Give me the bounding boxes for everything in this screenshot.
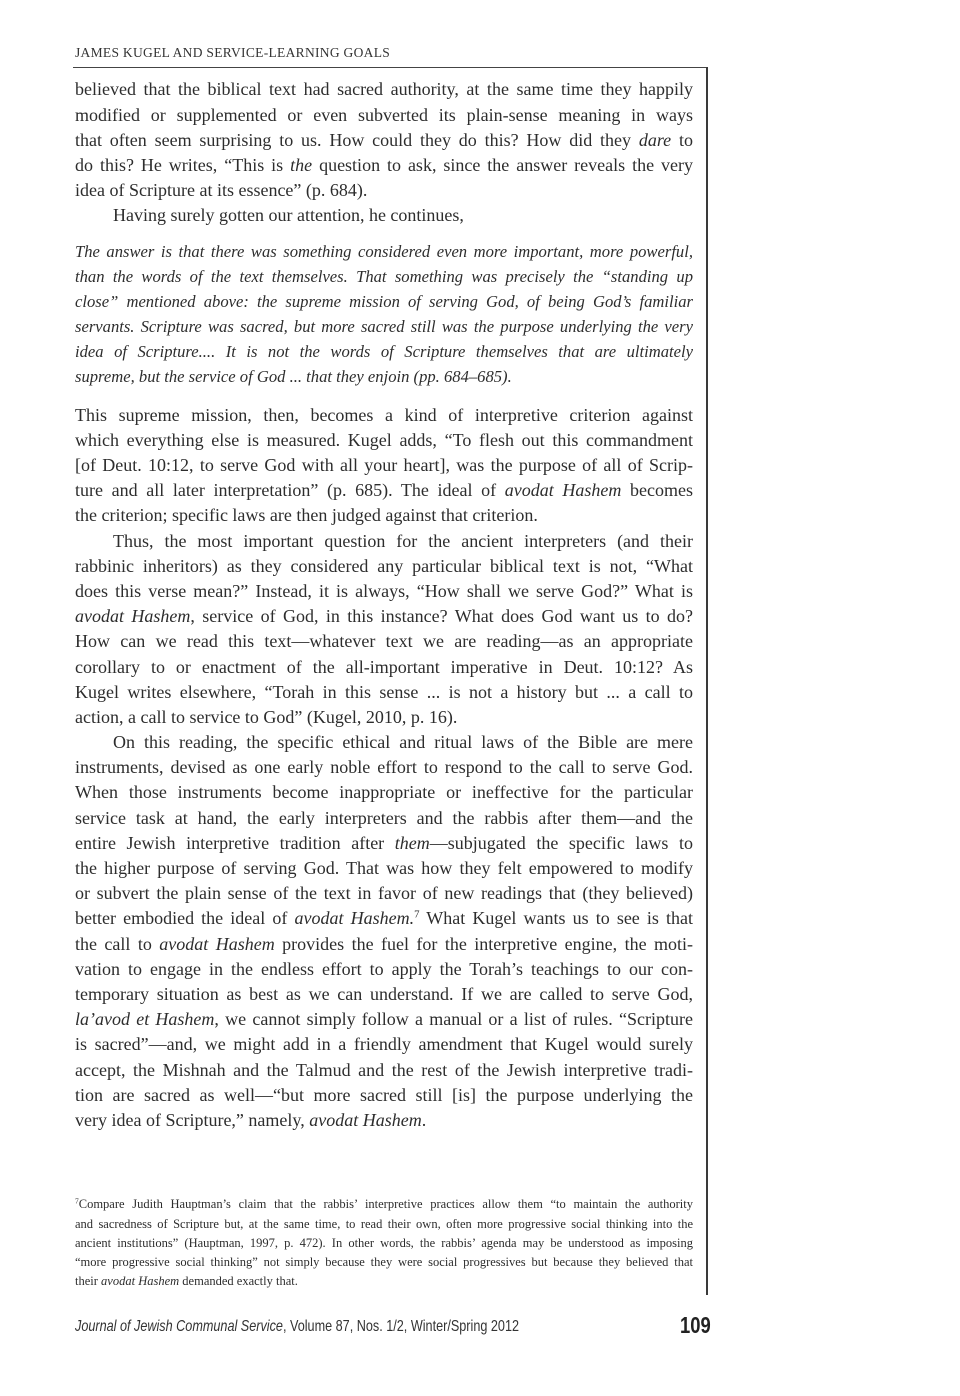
text-line: the higher purpose of serving God. That was how they felt empowered to modify <box>75 858 693 879</box>
text-line: modified or supplemented or even subverted its plain-sense meaning in ways <box>75 104 693 125</box>
text-line: corollary to or enactment of the all-important imperative in Deut. 10:12? As <box>75 656 693 677</box>
text-line: accept, the Mishnah and the Talmud and the rest of the Jewish interpretive tradi- <box>75 1059 693 1080</box>
paragraph <box>75 77 693 203</box>
paragraph <box>75 730 693 1133</box>
paragraph <box>75 529 693 731</box>
footnote-line: “more progressive social thinking” not simply because they were social progressives but because they believed that <box>75 1254 693 1269</box>
emphasis: avodat Hashem <box>159 933 275 954</box>
header-rule <box>73 67 708 68</box>
text-segment: becomes <box>621 480 693 501</box>
text-line: servants. Scripture was sacred, but more sacred still was the purpose underlying the very <box>75 317 693 337</box>
text-line: [of Deut. 10:12, to serve God with all your heart], was the purpose of all of Scrip- <box>75 455 693 476</box>
emphasis: avodat Hashem <box>101 1274 180 1289</box>
text-line: Thus, the most important question for the ancient interpreters (and their <box>113 530 693 551</box>
emphasis: avodat Hashem. <box>294 908 415 929</box>
text-line: does this verse mean?” Instead, it is always, “How shall we serve God?” What is <box>75 580 693 601</box>
text-line: idea of Scripture.... It is not the words of Scripture themselves that are ultimately <box>75 342 693 362</box>
text-line: or subvert the plain sense of the text in favor of new readings that (they believed) <box>75 883 693 904</box>
text-line <box>75 906 693 931</box>
text-segment: What Kugel wants us to see is that <box>419 908 694 929</box>
emphasis: the <box>290 154 313 175</box>
text-segment: ture and all later interpretation” (p. 685). The ideal of <box>75 480 505 501</box>
footnote-marker: 7 <box>75 1196 79 1206</box>
text-segment: . <box>421 1109 427 1130</box>
footnote-line: and sacredness of Scripture but, at the same time, to read their own, often more progressive social thinking into the <box>75 1216 693 1231</box>
text-line: rabbinic inheritors) as they considered any particular biblical text is not, “What <box>75 555 693 576</box>
text-line: is sacred”—and, we might add in a friendly amendment that Kugel would surely <box>75 1034 693 1055</box>
text-line <box>75 604 693 629</box>
text-line: This supreme mission, then, becomes a kind of interpretive criterion against <box>75 404 693 425</box>
text-line: close” mentioned above: the supreme mission of serving God, of being God’s familiar <box>75 291 693 311</box>
emphasis: them <box>394 832 430 853</box>
text-segment: Compare Judith Hauptman’s claim that the rabbis’ interpretive practices allow them “to maintain the authority <box>78 1197 693 1212</box>
text-line <box>75 1007 693 1032</box>
text-segment: , we cannot simply follow a manual or a list of rules. “Scripture <box>214 1009 693 1030</box>
emphasis: la’avod et Hashem <box>75 1009 215 1030</box>
text-line: which everything else is measured. Kugel adds, “To flesh out this commandment <box>75 429 693 450</box>
text-line: instruments, devised as one early noble effort to respond to the call to serve God. <box>75 757 693 778</box>
text-segment: question to ask, since the answer reveals the very <box>312 154 693 175</box>
text-line: the criterion; specific laws are then judged against that criterion. <box>75 505 538 526</box>
text-line <box>75 478 693 503</box>
text-line: Having surely gotten our attention, he continues, <box>113 205 464 226</box>
text-line: When those instruments become inappropriate or ineffective for the particular <box>75 782 693 803</box>
text-line: than the words of the text themselves. That something was precisely the “standing up <box>75 266 693 286</box>
text-segment: better embodied the ideal of <box>75 908 295 929</box>
journal-citation <box>75 1317 519 1337</box>
margin-rule <box>706 67 708 1295</box>
paragraph <box>75 403 693 529</box>
text-line: Kugel writes elsewhere, “Torah in this sense ... is not a history but ... a call to <box>75 681 693 702</box>
text-line <box>75 128 693 153</box>
emphasis: avodat Hashem <box>309 1109 422 1130</box>
running-head: JAMES KUGEL AND SERVICE-LEARNING GOALS <box>75 45 391 60</box>
text-segment: provides the fuel for the interpretive engine, the moti- <box>274 933 693 954</box>
text-segment: that often seem surprising to us. How could they do this? How did they <box>75 129 639 150</box>
footnote-line: ancient institutions” (Hauptman, 1997, p. 472). In other words, the rabbis’ agenda may be understood as imposing <box>75 1235 693 1250</box>
text-line: action, a call to service to God” (Kugel, 2010, p. 16). <box>75 706 458 727</box>
emphasis: avodat Hashem <box>75 606 191 627</box>
text-line: vation to engage in the endless effort to apply the Torah’s teachings to our con- <box>75 958 693 979</box>
text-line <box>75 153 693 178</box>
text-line: supreme, but the service of God ... that they enjoin (pp. 684–685). <box>75 367 512 387</box>
emphasis: avodat Hashem <box>504 480 622 501</box>
text-line: How can we read this text—whatever text we are reading—as an appropriate <box>75 631 693 652</box>
text-segment: do this? He writes, “This is <box>75 154 291 175</box>
block-quote <box>75 239 693 390</box>
text-segment: very idea of Scripture,” namely, <box>75 1109 310 1130</box>
page-number: 109 <box>680 1312 711 1338</box>
text-line: temporary situation as best as we can understand. If we are called to serve God, <box>75 983 693 1004</box>
journal-title: Journal of Jewish Communal Service <box>75 1318 283 1335</box>
text-line: idea of Scripture at its essence” (p. 684). <box>75 180 368 201</box>
text-segment: entire Jewish interpretive tradition after <box>75 832 395 853</box>
footnote-marker: 7 <box>414 908 420 921</box>
text-segment: demanded exactly that. <box>179 1274 298 1289</box>
text-line: The answer is that there was something considered even more important, more powerful, <box>75 241 693 261</box>
text-line <box>75 831 693 856</box>
emphasis: dare <box>638 129 672 150</box>
text-segment: their <box>75 1274 102 1289</box>
text-segment: , service of God, in this instance? What does God want us to do? <box>190 606 693 627</box>
text-line: tion are sacred as well—“but more sacred still [is] the purpose underlying the <box>75 1084 693 1105</box>
text-line: service task at hand, the early interpreters and the rabbis after them—and the <box>75 807 693 828</box>
footnote <box>75 1195 693 1291</box>
text-segment: —subjugated the specific laws to <box>429 832 693 853</box>
text-line: believed that the biblical text had sacred authority, at the same time they happily <box>75 79 693 100</box>
text-line <box>75 1108 693 1133</box>
issue-details: , Volume 87, Nos. 1/2, Winter/Spring 2012 <box>282 1318 520 1335</box>
text-line <box>75 932 693 957</box>
text-segment: the call to <box>75 933 160 954</box>
footnote-line <box>75 1195 693 1214</box>
footnote-line <box>75 1272 693 1291</box>
text-line: On this reading, the specific ethical and ritual laws of the Bible are mere <box>113 732 693 753</box>
article-body <box>75 77 693 1133</box>
text-segment: to <box>671 129 693 150</box>
paragraph <box>75 203 693 228</box>
